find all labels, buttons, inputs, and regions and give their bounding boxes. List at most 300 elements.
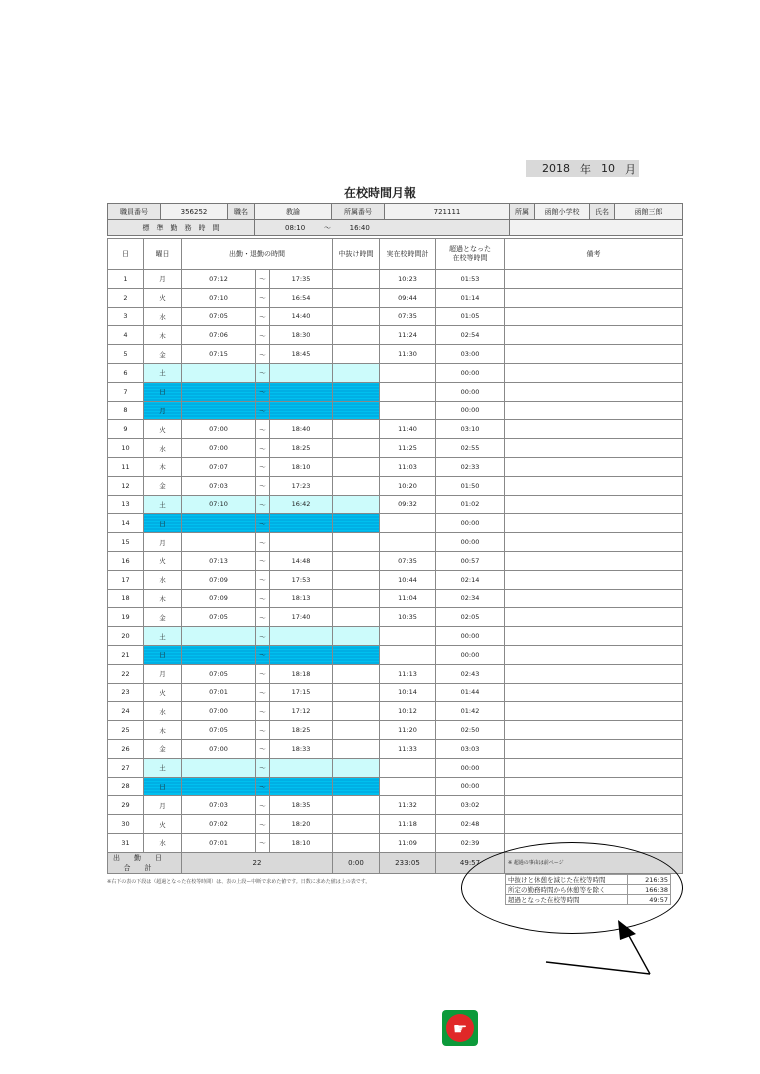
cell-tilde: ～: [256, 420, 270, 439]
cell-excess: 02:43: [436, 664, 505, 683]
cell-weekday: 金: [144, 476, 182, 495]
col-remarks: 備考: [505, 239, 683, 270]
cell-weekday: 日: [144, 514, 182, 533]
staff-no: 356252: [161, 204, 228, 220]
cell-in-time: 07:05: [182, 664, 256, 683]
cell-day: 3: [108, 307, 144, 326]
cell-weekday: 土: [144, 363, 182, 382]
cell-excess: 03:10: [436, 420, 505, 439]
cell-total: 11:20: [380, 721, 436, 740]
cell-day: 24: [108, 702, 144, 721]
cell-out-time: 18:18: [270, 664, 333, 683]
cell-tilde: ～: [256, 288, 270, 307]
cell-out-time: 16:54: [270, 288, 333, 307]
table-row: [108, 495, 683, 514]
cell-tilde: ～: [256, 326, 270, 345]
cell-day: 20: [108, 627, 144, 646]
cell-tilde: ～: [256, 833, 270, 852]
cell-day: 10: [108, 439, 144, 458]
table-row: [108, 664, 683, 683]
cell-break: [333, 833, 380, 852]
cell-out-time: 17:53: [270, 570, 333, 589]
table-row: [108, 382, 683, 401]
table-row: [108, 758, 683, 777]
summary-value: 49:57: [628, 895, 671, 905]
cell-remarks: [505, 439, 683, 458]
cell-remarks: [505, 589, 683, 608]
col-total: 実在校時間計: [380, 239, 436, 270]
affil-no: 721111: [385, 204, 510, 220]
cell-total: 10:12: [380, 702, 436, 721]
cell-weekday: 火: [144, 420, 182, 439]
cell-excess: 03:00: [436, 345, 505, 364]
cell-remarks: [505, 627, 683, 646]
cell-weekday: 土: [144, 627, 182, 646]
cell-weekday: 木: [144, 457, 182, 476]
cell-break: [333, 382, 380, 401]
cell-weekday: 金: [144, 608, 182, 627]
cell-weekday: 日: [144, 382, 182, 401]
summary-label: 所定の勤務時間から休憩等を除く: [506, 885, 628, 895]
cell-excess: 01:50: [436, 476, 505, 495]
cell-remarks: [505, 645, 683, 664]
cell-break: [333, 777, 380, 796]
table-row: [108, 608, 683, 627]
affil: 函館小学校: [535, 204, 590, 220]
cell-total: [380, 363, 436, 382]
cell-break: [333, 721, 380, 740]
cell-remarks: [505, 363, 683, 382]
cell-tilde: ～: [256, 476, 270, 495]
cell-excess: 00:00: [436, 758, 505, 777]
cell-day: 15: [108, 533, 144, 552]
name-label: 氏名: [590, 204, 615, 220]
cell-out-time: 18:35: [270, 796, 333, 815]
cell-in-time: 07:00: [182, 702, 256, 721]
cell-day: 18: [108, 589, 144, 608]
cell-remarks: [505, 326, 683, 345]
cell-excess: 01:05: [436, 307, 505, 326]
cell-break: [333, 551, 380, 570]
cell-in-time: 07:15: [182, 345, 256, 364]
cell-break: [333, 345, 380, 364]
cell-remarks: [505, 495, 683, 514]
cell-remarks: [505, 608, 683, 627]
cell-tilde: ～: [256, 608, 270, 627]
pointer-arrow-icon: [540, 920, 670, 980]
cell-total: 09:44: [380, 288, 436, 307]
cell-day: 26: [108, 739, 144, 758]
cell-excess: 03:02: [436, 796, 505, 815]
cell-out-time: 18:45: [270, 345, 333, 364]
cell-total: [380, 758, 436, 777]
cell-total: 10:20: [380, 476, 436, 495]
cell-in-time: [182, 363, 256, 382]
cell-day: 14: [108, 514, 144, 533]
table-row: [108, 476, 683, 495]
cell-out-time: 18:20: [270, 815, 333, 834]
cell-out-time: 18:40: [270, 420, 333, 439]
cell-in-time: [182, 758, 256, 777]
cell-remarks: [505, 721, 683, 740]
cell-out-time: 14:48: [270, 551, 333, 570]
std-hours: [255, 220, 510, 236]
cell-tilde: ～: [256, 796, 270, 815]
cell-break: [333, 589, 380, 608]
cell-remarks: [505, 270, 683, 289]
cell-day: 13: [108, 495, 144, 514]
cell-tilde: ～: [256, 627, 270, 646]
table-row: [108, 345, 683, 364]
position-label: 職名: [228, 204, 255, 220]
cell-tilde: ～: [256, 570, 270, 589]
cell-excess: 00:00: [436, 533, 505, 552]
cell-total: 11:40: [380, 420, 436, 439]
cell-remarks: [505, 307, 683, 326]
cell-weekday: 金: [144, 345, 182, 364]
cell-remarks: [505, 533, 683, 552]
cell-tilde: ～: [256, 514, 270, 533]
cell-total: [380, 627, 436, 646]
cell-excess: 01:02: [436, 495, 505, 514]
cell-out-time: 17:23: [270, 476, 333, 495]
position: 教諭: [255, 204, 332, 220]
cell-total: 11:03: [380, 457, 436, 476]
cell-tilde: ～: [256, 664, 270, 683]
table-row: [108, 457, 683, 476]
cell-in-time: 07:00: [182, 439, 256, 458]
cell-in-time: 07:07: [182, 457, 256, 476]
cell-out-time: [270, 382, 333, 401]
cell-in-time: [182, 533, 256, 552]
cell-tilde: ～: [256, 439, 270, 458]
cell-excess: 01:53: [436, 270, 505, 289]
cell-total: 11:04: [380, 589, 436, 608]
std-hours-blank: [510, 220, 683, 236]
cell-out-time: [270, 533, 333, 552]
cell-total: 10:23: [380, 270, 436, 289]
cell-total: [380, 645, 436, 664]
cell-excess: 00:00: [436, 514, 505, 533]
cell-weekday: 水: [144, 702, 182, 721]
summary-value: 216:35: [628, 875, 671, 885]
col-attend: 出勤・退勤の時間: [182, 239, 333, 270]
cell-break: [333, 796, 380, 815]
table-row: [108, 270, 683, 289]
cell-total: [380, 514, 436, 533]
table-row: [108, 551, 683, 570]
cell-day: 19: [108, 608, 144, 627]
table-row: [108, 796, 683, 815]
cell-break: [333, 608, 380, 627]
cell-weekday: 日: [144, 777, 182, 796]
cell-in-time: 07:09: [182, 589, 256, 608]
cell-tilde: ～: [256, 495, 270, 514]
cell-weekday: 月: [144, 664, 182, 683]
std-tilde: ～: [323, 223, 331, 232]
table-row: [108, 683, 683, 702]
cell-remarks: [505, 551, 683, 570]
cell-in-time: 07:03: [182, 796, 256, 815]
summary-label: 中抜けと休憩を減じた在校等時間: [506, 875, 628, 885]
staff-no-label: 職員番号: [108, 204, 161, 220]
table-row: [108, 777, 683, 796]
cell-remarks: [505, 420, 683, 439]
cell-remarks: [505, 345, 683, 364]
cell-day: 8: [108, 401, 144, 420]
cell-remarks: [505, 758, 683, 777]
cell-in-time: [182, 645, 256, 664]
cell-weekday: 月: [144, 796, 182, 815]
table-row: [108, 439, 683, 458]
attendance-table: [107, 238, 683, 874]
table-row: [108, 627, 683, 646]
cell-excess: 00:00: [436, 627, 505, 646]
cell-weekday: 水: [144, 307, 182, 326]
table-row: [108, 533, 683, 552]
cell-excess: 01:14: [436, 288, 505, 307]
cell-out-time: [270, 777, 333, 796]
cell-tilde: ～: [256, 363, 270, 382]
cell-in-time: 07:01: [182, 683, 256, 702]
cell-weekday: 月: [144, 533, 182, 552]
cell-total: 11:09: [380, 833, 436, 852]
month-value: 10: [601, 162, 615, 175]
cell-out-time: 17:40: [270, 608, 333, 627]
cell-total: 11:24: [380, 326, 436, 345]
cell-out-time: 14:40: [270, 307, 333, 326]
cell-day: 1: [108, 270, 144, 289]
cell-excess: 02:55: [436, 439, 505, 458]
cell-break: [333, 627, 380, 646]
affil-label: 所属: [510, 204, 535, 220]
totals-total: 233:05: [380, 852, 436, 873]
cell-remarks: [505, 457, 683, 476]
cell-remarks: [505, 702, 683, 721]
cell-out-time: 18:25: [270, 721, 333, 740]
cell-day: 16: [108, 551, 144, 570]
col-day: 日: [108, 239, 144, 270]
cell-tilde: ～: [256, 382, 270, 401]
cell-day: 25: [108, 721, 144, 740]
col-break: 中抜け時間: [333, 239, 380, 270]
cell-in-time: [182, 514, 256, 533]
cell-out-time: 18:33: [270, 739, 333, 758]
cell-out-time: 18:30: [270, 326, 333, 345]
footnote: ※右下の表の下段は（超過となった在校等時間）は、表の上段ー中断で求めた値です。日数に求めた値は上の表です。: [107, 879, 371, 885]
cell-day: 29: [108, 796, 144, 815]
cell-total: [380, 401, 436, 420]
cell-in-time: 07:03: [182, 476, 256, 495]
cell-break: [333, 758, 380, 777]
cell-remarks: [505, 382, 683, 401]
cell-excess: 00:00: [436, 401, 505, 420]
cell-tilde: ～: [256, 645, 270, 664]
table-row: [108, 570, 683, 589]
totals-remark: ※ 超過の事由は前ページ: [505, 852, 683, 873]
cell-day: 23: [108, 683, 144, 702]
table-row: [108, 514, 683, 533]
cell-out-time: [270, 363, 333, 382]
summary-label: 超過となった在校等時間: [506, 895, 628, 905]
cell-day: 9: [108, 420, 144, 439]
cell-in-time: 07:05: [182, 721, 256, 740]
cell-excess: 01:42: [436, 702, 505, 721]
table-row: [108, 721, 683, 740]
cell-out-time: [270, 401, 333, 420]
cell-out-time: 18:13: [270, 589, 333, 608]
cell-total: 11:32: [380, 796, 436, 815]
cell-break: [333, 270, 380, 289]
table-row: [108, 589, 683, 608]
cell-total: 11:33: [380, 739, 436, 758]
cell-break: [333, 664, 380, 683]
table-row: [108, 326, 683, 345]
cell-total: 10:44: [380, 570, 436, 589]
table-row: [108, 702, 683, 721]
cell-day: 2: [108, 288, 144, 307]
cell-day: 12: [108, 476, 144, 495]
cell-in-time: 07:00: [182, 739, 256, 758]
cell-out-time: 17:15: [270, 683, 333, 702]
cell-excess: 02:39: [436, 833, 505, 852]
cell-weekday: 日: [144, 645, 182, 664]
cell-day: 7: [108, 382, 144, 401]
cell-remarks: [505, 401, 683, 420]
cell-remarks: [505, 288, 683, 307]
cell-excess: 02:48: [436, 815, 505, 834]
cell-out-time: 16:42: [270, 495, 333, 514]
cell-in-time: 07:02: [182, 815, 256, 834]
cell-weekday: 火: [144, 288, 182, 307]
name: 函館三郎: [615, 204, 683, 220]
cell-tilde: ～: [256, 721, 270, 740]
cell-remarks: [505, 476, 683, 495]
cell-break: [333, 533, 380, 552]
cell-day: 6: [108, 363, 144, 382]
cell-total: 11:18: [380, 815, 436, 834]
cell-in-time: [182, 777, 256, 796]
cell-weekday: 月: [144, 270, 182, 289]
cell-day: 21: [108, 645, 144, 664]
cell-excess: 00:00: [436, 363, 505, 382]
cell-break: [333, 495, 380, 514]
cell-in-time: 07:12: [182, 270, 256, 289]
cell-in-time: 07:05: [182, 608, 256, 627]
cell-total: 11:13: [380, 664, 436, 683]
cell-out-time: 17:12: [270, 702, 333, 721]
staff-info-table: [107, 203, 683, 236]
affil-no-label: 所属番号: [332, 204, 385, 220]
cell-excess: 01:44: [436, 683, 505, 702]
cell-total: 07:35: [380, 307, 436, 326]
cell-excess: 02:50: [436, 721, 505, 740]
cell-weekday: 木: [144, 326, 182, 345]
table-row: [108, 815, 683, 834]
cell-weekday: 土: [144, 495, 182, 514]
totals-days: 22: [182, 852, 333, 873]
cell-break: [333, 420, 380, 439]
cell-in-time: 07:13: [182, 551, 256, 570]
cell-tilde: ～: [256, 589, 270, 608]
cell-weekday: 水: [144, 439, 182, 458]
cell-break: [333, 457, 380, 476]
cell-total: [380, 777, 436, 796]
table-row: [108, 363, 683, 382]
cell-excess: 02:14: [436, 570, 505, 589]
cell-excess: 02:34: [436, 589, 505, 608]
cell-tilde: ～: [256, 739, 270, 758]
cell-break: [333, 307, 380, 326]
month-unit: 月: [625, 162, 636, 176]
cell-tilde: ～: [256, 683, 270, 702]
cell-out-time: 18:25: [270, 439, 333, 458]
col-weekday: 曜日: [144, 239, 182, 270]
cell-in-time: 07:01: [182, 833, 256, 852]
cell-tilde: ～: [256, 345, 270, 364]
cell-remarks: [505, 570, 683, 589]
summary-value: 166:38: [628, 885, 671, 895]
year-value: 2018: [542, 162, 570, 175]
cell-break: [333, 514, 380, 533]
cell-weekday: 火: [144, 815, 182, 834]
year-unit: 年: [580, 162, 591, 176]
cell-total: [380, 533, 436, 552]
cell-in-time: 07:10: [182, 495, 256, 514]
cell-total: 11:25: [380, 439, 436, 458]
cell-day: 22: [108, 664, 144, 683]
cell-total: [380, 382, 436, 401]
page-title: 在校時間月報: [343, 186, 416, 200]
cell-tilde: ～: [256, 401, 270, 420]
cell-remarks: [505, 683, 683, 702]
cell-out-time: 18:10: [270, 833, 333, 852]
cell-tilde: ～: [256, 815, 270, 834]
cell-break: [333, 439, 380, 458]
cell-remarks: [505, 514, 683, 533]
cell-excess: 02:54: [436, 326, 505, 345]
cell-tilde: ～: [256, 551, 270, 570]
cell-excess: 03:03: [436, 739, 505, 758]
std-end: 16:40: [349, 223, 370, 232]
cell-break: [333, 702, 380, 721]
cell-weekday: 水: [144, 570, 182, 589]
cell-break: [333, 363, 380, 382]
cell-break: [333, 739, 380, 758]
cell-total: 10:35: [380, 608, 436, 627]
std-start: 08:10: [285, 223, 306, 232]
totals-break: 0:00: [333, 852, 380, 873]
cell-remarks: [505, 796, 683, 815]
year-month-box: [526, 160, 639, 177]
pointing-hand-icon: ☛: [442, 1010, 478, 1046]
table-row: [108, 420, 683, 439]
cell-in-time: 07:05: [182, 307, 256, 326]
cell-remarks: [505, 777, 683, 796]
cell-in-time: [182, 401, 256, 420]
cell-excess: 02:05: [436, 608, 505, 627]
cell-weekday: 水: [144, 833, 182, 852]
cell-total: 10:14: [380, 683, 436, 702]
totals-label: 出勤日合計: [108, 852, 182, 873]
cell-weekday: 土: [144, 758, 182, 777]
cell-in-time: 07:10: [182, 288, 256, 307]
cell-break: [333, 683, 380, 702]
cell-tilde: ～: [256, 777, 270, 796]
col-excess: 超過となった 在校等時間: [436, 239, 505, 270]
cell-out-time: [270, 645, 333, 664]
cell-remarks: [505, 739, 683, 758]
